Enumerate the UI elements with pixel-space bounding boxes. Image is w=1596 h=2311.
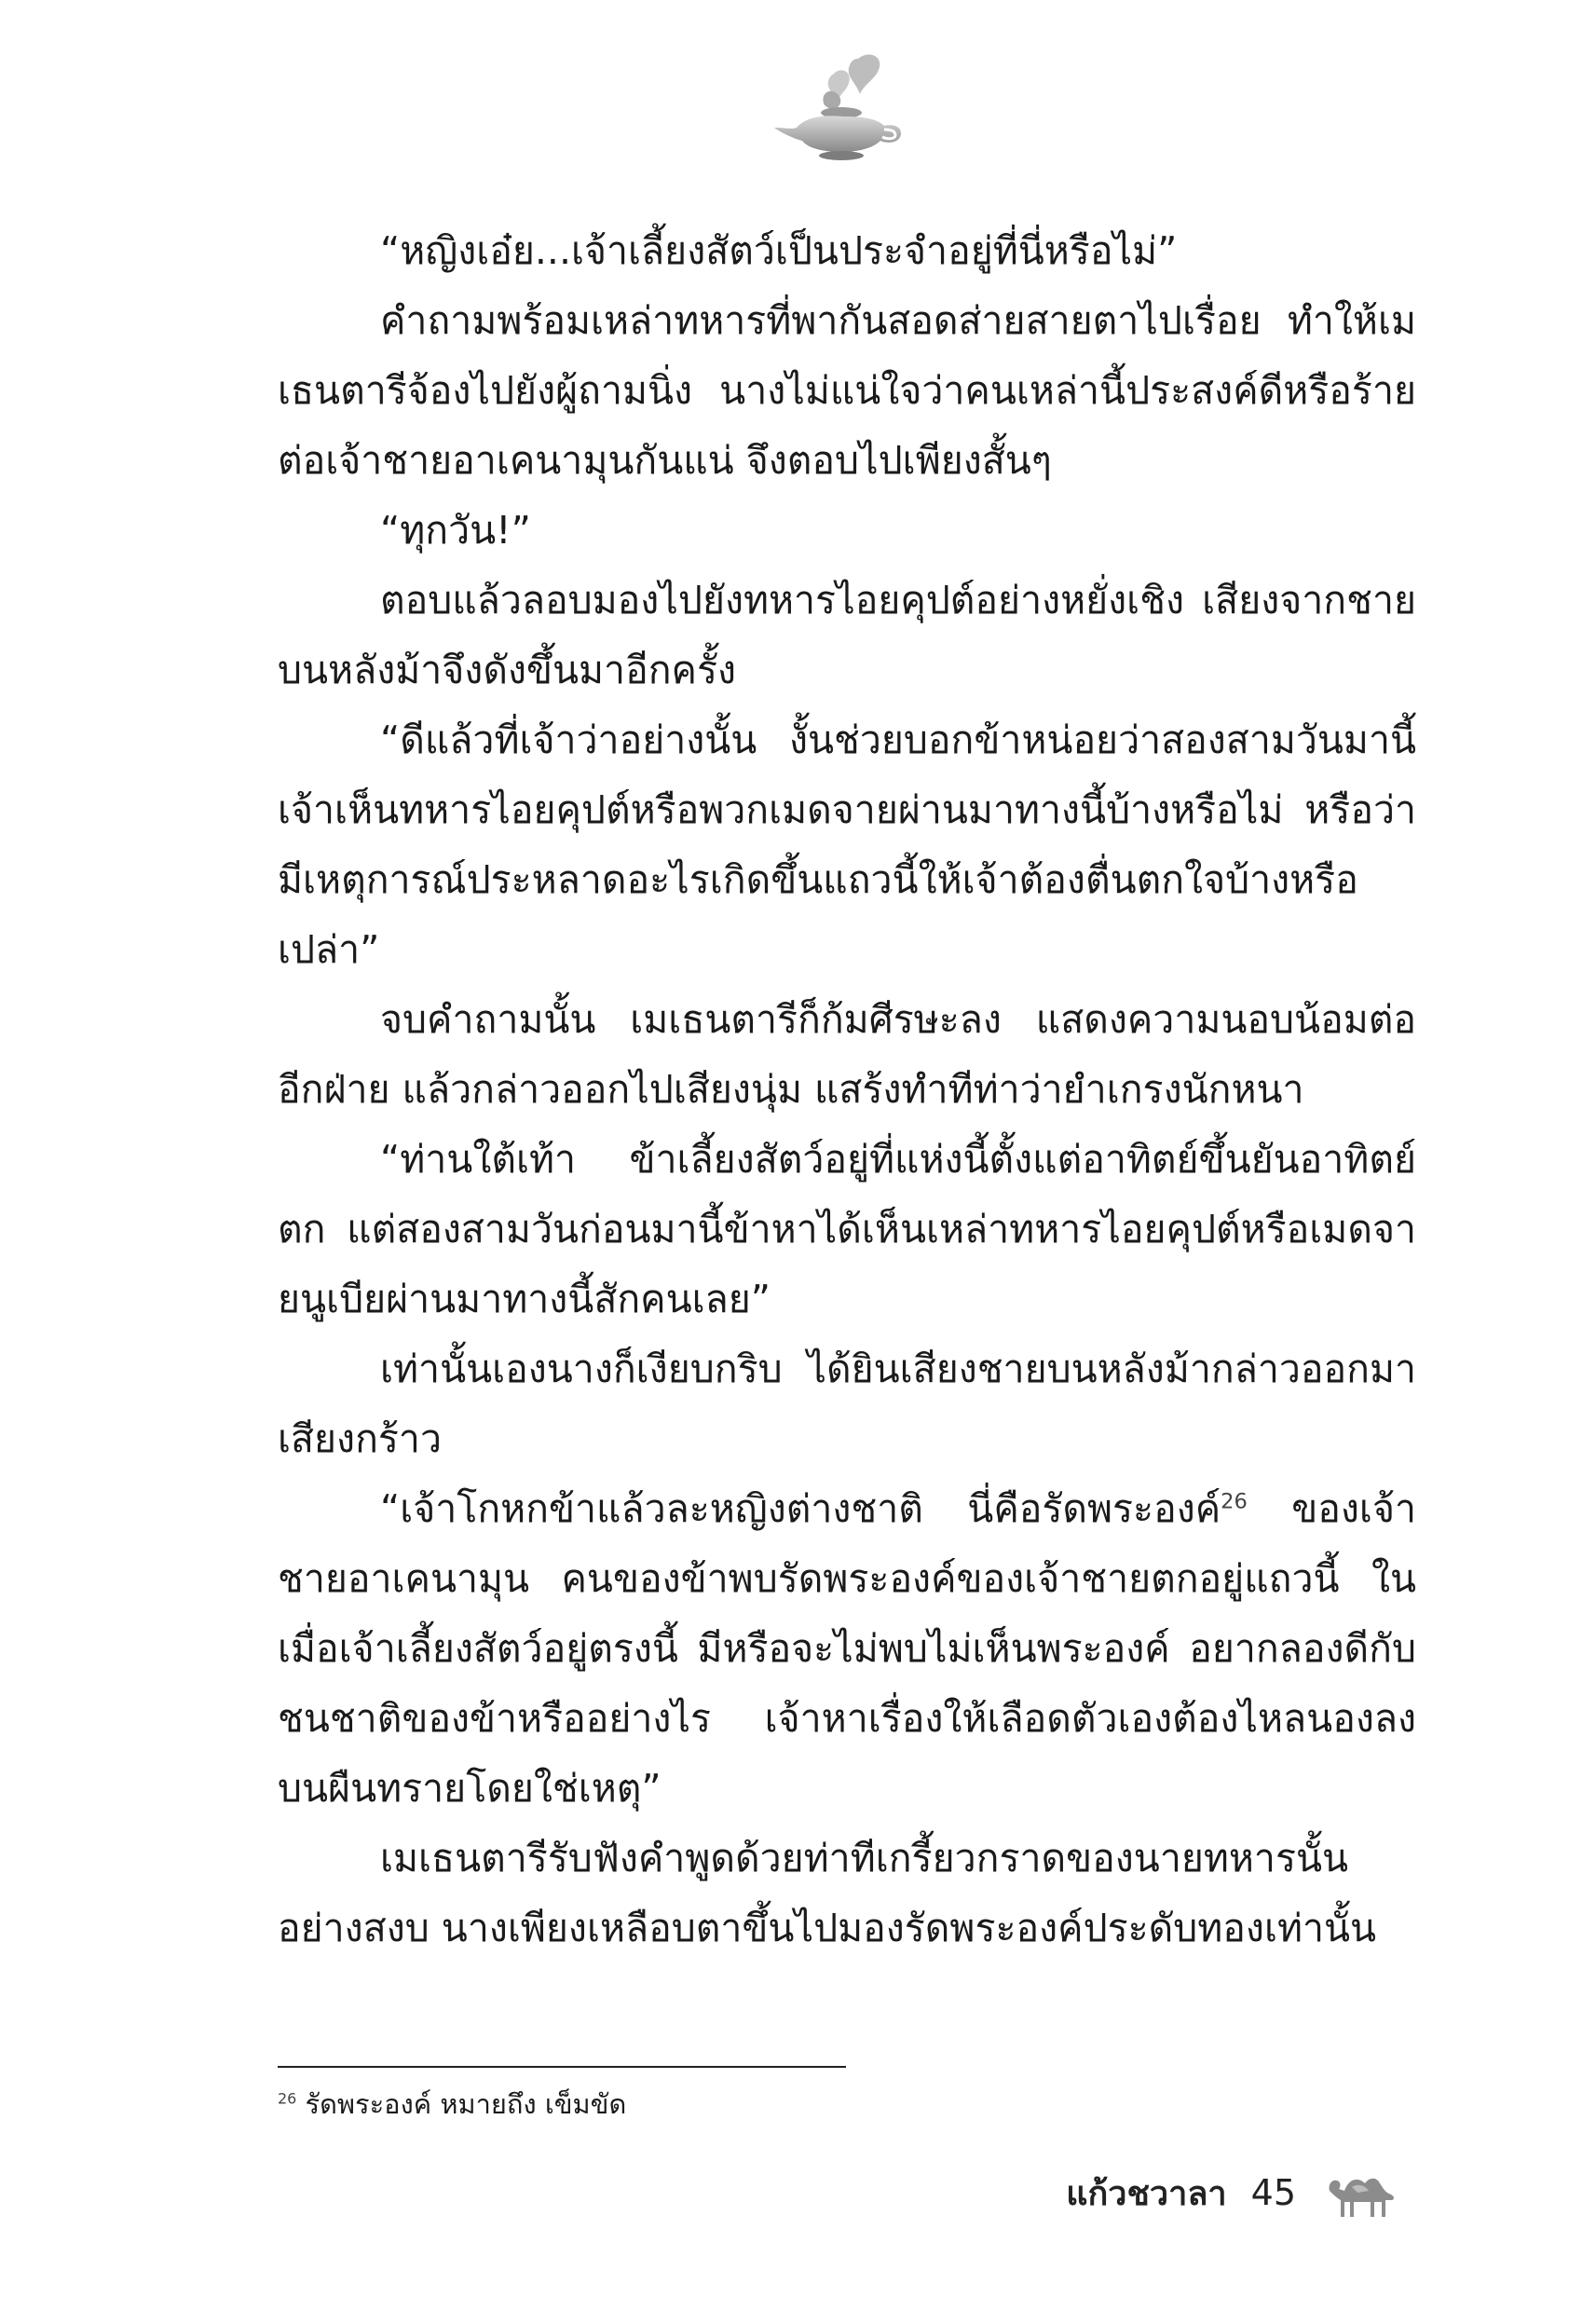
- chapter-body: [278, 216, 1416, 1963]
- paragraph: เมเธนตารีรับฟังคำพูดด้วยท่าทีเกรี้ยวกราดของนายทหารนั้นอย่างสงบ นางเพียงเหลือบตาขึ้นไปมองรัดพระองค์ประดับทองเท่านั้น: [278, 1836, 1377, 1950]
- genie-lamp-icon: [769, 51, 908, 163]
- paragraph: ตอบแล้วลอบมองไปยังทหารไอยคุปต์อย่างหยั่งเชิง เสียงจากชายบนหลังม้าจึงดังขึ้นมาอีกครั้ง: [278, 578, 1416, 692]
- camel-icon: [1320, 2163, 1400, 2222]
- paragraph: เท่านั้นเองนางก็เงียบกริบ ได้ยินเสียงชายบนหลังม้ากล่าวออกมาเสียงกร้าว: [278, 1347, 1416, 1461]
- book-title: แก้วชวาลา: [1066, 2174, 1227, 2213]
- footnote-reference[interactable]: 26: [1221, 1489, 1248, 1514]
- footnote-number: 26: [278, 2089, 297, 2108]
- page-number: 45: [1250, 2172, 1296, 2213]
- paragraph: “ดีแล้วที่เจ้าว่าอย่างนั้น งั้นช่วยบอกข้าหน่อยว่าสองสามวันมานี้เจ้าเห็นทหารไอยคุปต์หรือพวกเมดจายผ่านมาทางนี้บ้างหรือไม่ หรือว่ามีเหตุการณ์ประหลาดอะไรเกิดขึ้นแถวนี้ให้เจ้าต้องตื่นตกใจบ้างหรือเปล่า”: [278, 718, 1416, 972]
- paragraph-with-footnote: [278, 1474, 1416, 1824]
- paragraph: “ท่านใต้เท้า ข้าเลี้ยงสัตว์อยู่ที่แห่งนี้ตั้งแต่อาทิตย์ขึ้นยันอาทิตย์ตก แต่สองสามวันก่อนมานี้ข้าหาได้เห็นเหล่าทหารไอยคุปต์หรือเมดจายนูเบียผ่านมาทางนี้สักคนเลย”: [278, 1137, 1416, 1321]
- paragraph-text: ของเจ้าชายอาเคนามุน คนของข้าพบรัดพระองค์ของเจ้าชายตกอยู่แถวนี้ ในเมื่อเจ้าเลี้ยงสัตว์อยู่ตรงนี้ มีหรือจะไม่พบไม่เห็นพระองค์ อยากลองดีกับชนชาติของข้าหรืออย่างไร เจ้าหาเรื่องให้เลือดตัวเองต้องไหลนองลงบนผืนทรายโดยใช่เหตุ”: [278, 1486, 1416, 1811]
- footnote: [278, 2085, 1303, 2123]
- paragraph: คำถามพร้อมเหล่าทหารที่พากันสอดส่ายสายตาไปเรื่อย ทำให้เมเธนตารีจ้องไปยังผู้ถามนิ่ง นางไม่แน่ใจว่าคนเหล่านี้ประสงค์ดีหรือร้ายต่อเจ้าชายอาเคนามุนกันแน่ จึงตอบไปเพียงสั้นๆ: [278, 298, 1416, 483]
- paragraph: จบคำถามนั้น เมเธนตารีก็ก้มศีรษะลง แสดงความนอบน้อมต่ออีกฝ่าย แล้วกล่าวออกไปเสียงนุ่ม แสร้งทำทีท่าว่ายำเกรงนักหนา: [278, 997, 1416, 1112]
- page-footer: [1066, 2160, 1400, 2225]
- footnote-text: รัดพระองค์ หมายถึง เข็มขัด: [305, 2088, 627, 2120]
- footnote-divider: [278, 2066, 846, 2068]
- paragraph-text: “เจ้าโกหกข้าแล้วละหญิงต่างชาติ นี่คือรัดพระองค์: [380, 1486, 1221, 1531]
- paragraph: “ทุกวัน!”: [380, 508, 531, 553]
- paragraph: “หญิงเอ๋ย...เจ้าเลี้ยงสัตว์เป็นประจำอยู่ที่นี่หรือไม่”: [380, 228, 1178, 273]
